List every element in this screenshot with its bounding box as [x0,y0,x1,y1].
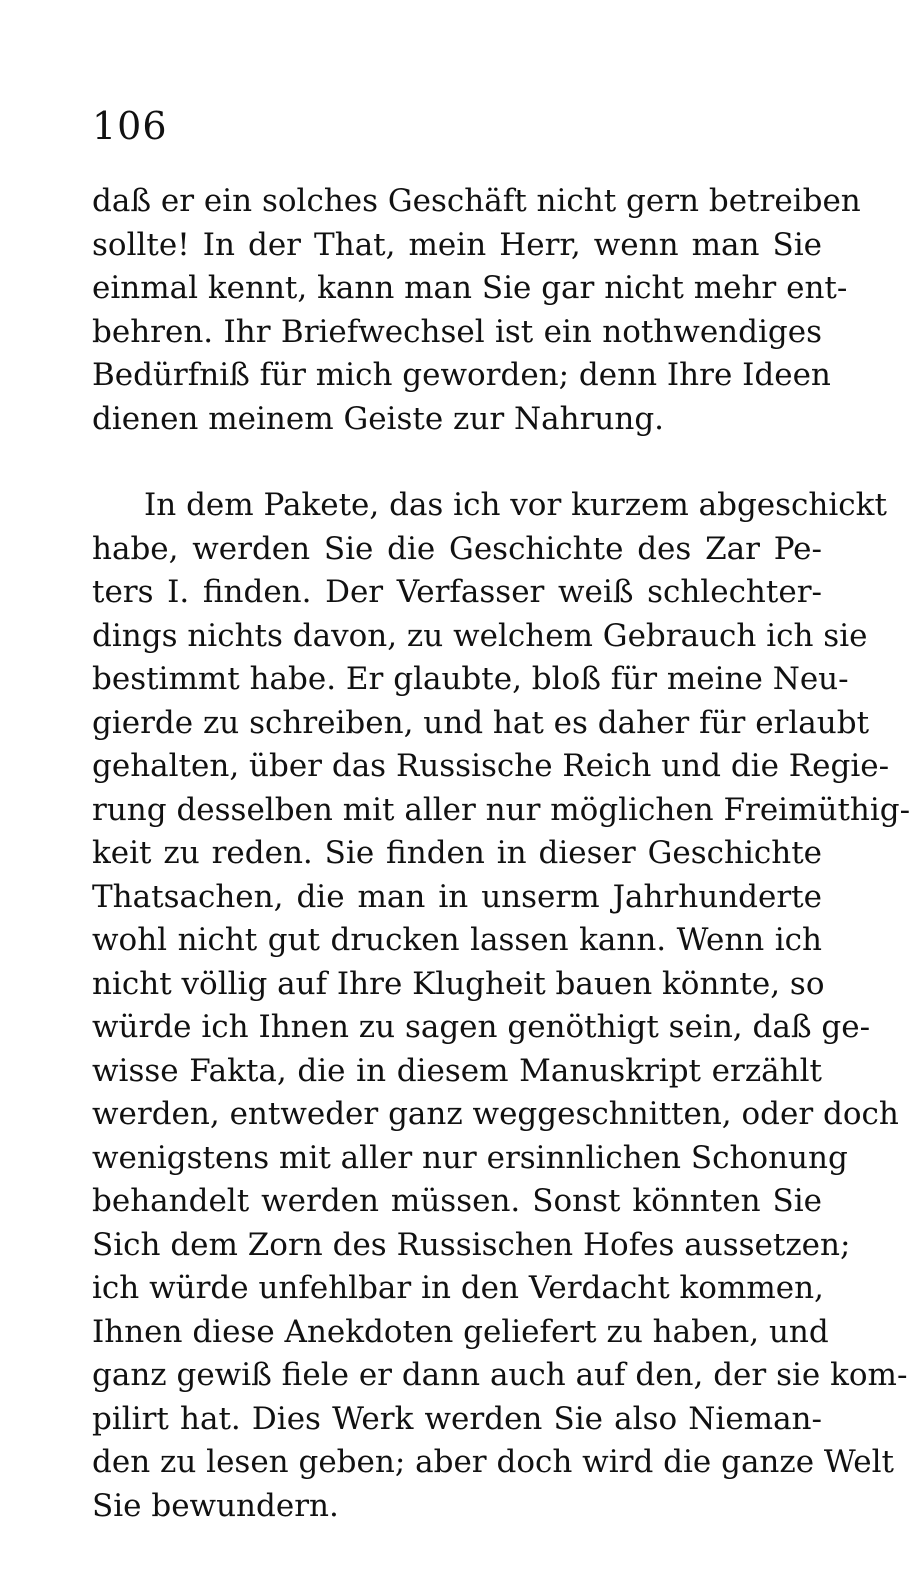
paragraph-2 [92,484,910,1528]
text-line: In dem Pakete, das ich vor kurzem abgeschickt [144,487,887,523]
text-line: behren. Ihr Briefwechsel ist ein nothwendiges [92,313,822,350]
text-line: pilirt hat. Dies Werk werden Sie also Nieman- [92,1400,822,1437]
text-line: behandelt werden müssen. Sonst könnten Sie [92,1183,822,1219]
text-line: Sie bewundern. [92,1487,339,1524]
text-line: werden, entweder ganz weggeschnitten, oder doch [92,1096,899,1132]
text-line: Ihnen diese Anekdoten geliefert zu haben, und [92,1313,829,1350]
text-line: keit zu reden. Sie finden in dieser Geschichte [92,835,822,871]
text-line: sollte! In der That, mein Herr, wenn man Sie [92,226,822,263]
text-line: rung desselben mit aller nur möglichen Freimüthig- [92,791,910,828]
text-line: ters I. finden. Der Verfasser weiß schlechter- [92,574,822,610]
text-line: ganz gewiß fiele er dann auch auf den, der sie kom- [92,1357,908,1393]
text-line: Bedürfniß für mich geworden; denn Ihre Ideen [92,357,831,393]
text-line: daß er ein solches Geschäft nicht gern betreiben [92,183,861,219]
text-line: bestimmt habe. Er glaubte, bloß für meine Neu- [92,661,849,697]
text-line: ich würde unfehlbar in den Verdacht kommen, [92,1270,824,1306]
text-line: wenigstens mit aller nur ersinnlichen Schonung [92,1139,848,1176]
paragraph-1 [92,180,861,441]
text-line: einmal kennt, kann man Sie gar nicht mehr ent- [92,270,848,306]
text-line: dings nichts davon, zu welchem Gebrauch ich sie [92,617,868,654]
text-line: gierde zu schreiben, und hat es daher für erlaubt [92,704,870,741]
text-line: den zu lesen geben; aber doch wird die ganze Welt [92,1444,894,1480]
text-line: würde ich Ihnen zu sagen genöthigt sein, daß ge- [92,1009,871,1045]
text-line: gehalten, über das Russische Reich und die Regie- [92,748,890,784]
text-line: dienen meinem Geiste zur Nahrung. [92,400,665,437]
text-line: wisse Fakta, die in diesem Manuskript erzählt [92,1052,822,1089]
text-line: nicht völlig auf Ihre Klugheit bauen könnte, so [92,965,825,1002]
text-line: wohl nicht gut drucken lassen kann. Wenn ich [92,922,822,958]
text-line: Thatsachen, die man in unserm Jahrhunderte [92,878,822,915]
page-number: 106 [92,104,168,148]
text-line: Sich dem Zorn des Russischen Hofes aussetzen; [92,1226,851,1263]
text-line: habe, werden Sie die Geschichte des Zar Pe- [92,530,822,567]
